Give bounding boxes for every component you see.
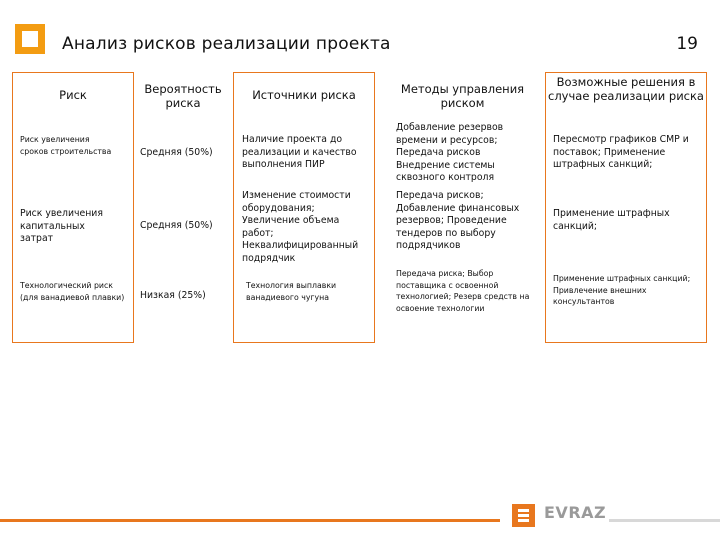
row2-risk: Риск увеличения капитальных затрат <box>20 208 103 244</box>
row1-source: Наличие проекта до реализации и качество выполнения ПИР <box>242 134 357 170</box>
row2-solution: Применение штрафных санкций; <box>553 208 670 232</box>
row1-probability: Средняя (50%) <box>140 147 213 158</box>
footer-accent-bar <box>0 519 500 522</box>
slide-title: Анализ рисков реализации проекта <box>62 34 391 54</box>
page-number: 19 <box>676 34 698 54</box>
header-methods: Методы управления риском <box>400 82 525 110</box>
row2-method: Передача рисков; Добавление финансовых резервов; Проведение тендеров по выбору подрядчиков <box>396 190 520 251</box>
row2-probability: Средняя (50%) <box>140 220 213 231</box>
row3-solution: Применение штрафных санкций; Привлечение внешних консультантов <box>553 274 691 306</box>
row3-source: Технология выплавки ванадиевого чугуна <box>246 281 337 302</box>
header-risk: Риск <box>59 88 87 102</box>
header-sources: Источники риска <box>252 88 356 102</box>
header-solutions: Возможные решения в случае реализации риска <box>548 75 704 103</box>
row3-risk: Технологический риск (для ванадиевой плавки) <box>20 281 125 302</box>
row1-solution: Пересмотр графиков СМР и поставок; Применение штрафных санкций; <box>553 134 689 170</box>
row3-probability: Низкая (25%) <box>140 290 206 301</box>
evraz-logo-icon <box>512 504 535 527</box>
header-probability: Вероятность риска <box>144 82 222 110</box>
row2-source: Изменение стоимости оборудования; Увеличение объема работ; Неквалифицированный подрядчик <box>242 190 359 264</box>
row1-risk: Риск увеличения сроков строительства <box>20 135 112 156</box>
footer-gray-bar <box>609 519 720 522</box>
row1-method: Добавление резервов времени и ресурсов; Передача рисков Внедрение системы сквозного контроля <box>396 122 504 183</box>
row3-method: Передача риска; Выбор поставщика с освоенной технологией; Резерв средств на освоение технологии <box>396 269 530 313</box>
slide-logo-square <box>15 24 45 54</box>
evraz-logo-text: EVRAZ <box>544 503 607 522</box>
